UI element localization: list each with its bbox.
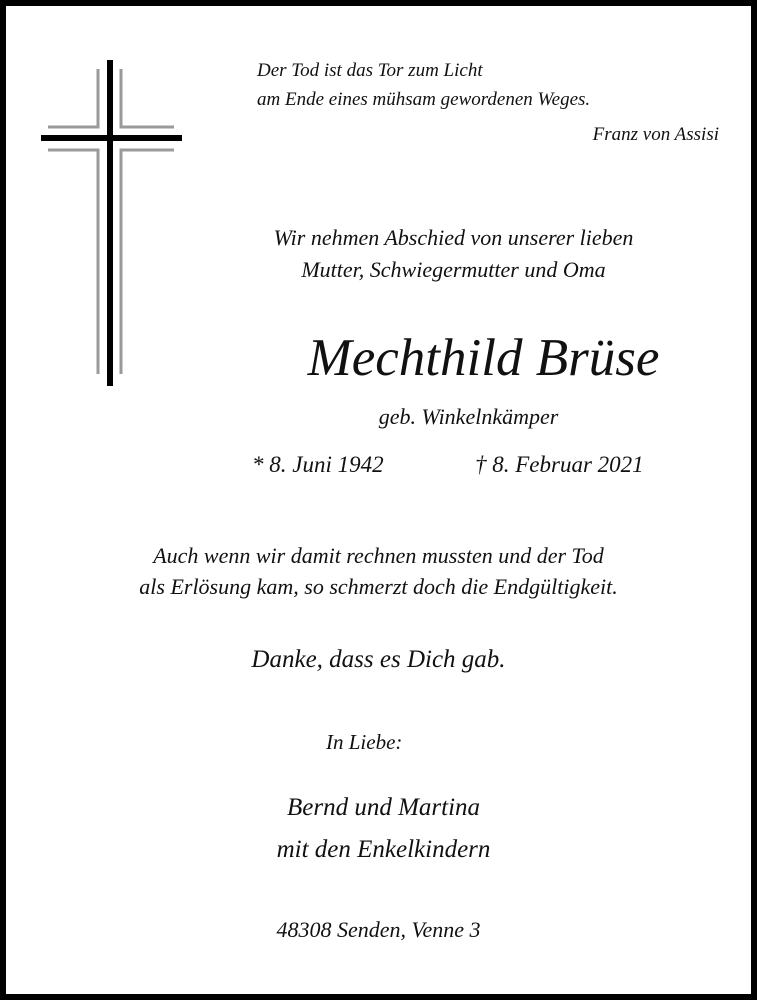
message-line-1: Auch wenn wir damit rechnen mussten und der Tod <box>153 543 604 568</box>
message <box>0 540 757 602</box>
quote-line-1: Der Tod ist das Tor zum Licht <box>257 60 483 81</box>
mourners-line-1: Bernd und Martina <box>286 794 481 821</box>
mourners <box>0 787 757 871</box>
quote <box>257 56 590 114</box>
deceased-name: Mechthild Brüse <box>307 329 660 387</box>
birth-date: * 8. Juni 1942 <box>252 452 384 477</box>
mourners-line-2: mit den Enkelkindern <box>276 836 491 863</box>
message-line-2: als Erlösung kam, so schmerzt doch die Endgültigkeit. <box>139 574 618 599</box>
death-date: † 8. Februar 2021 <box>475 452 644 477</box>
maiden-name: geb. Winkelnkämper <box>378 404 559 429</box>
address: 48308 Senden, Venne 3 <box>276 917 481 942</box>
signoff-label: In Liebe: <box>326 730 403 754</box>
intro-line-1: Wir nehmen Abschied von unserer lieben <box>273 225 634 250</box>
intro-line-2: Mutter, Schwiegermutter und Oma <box>301 257 606 282</box>
thanks-line: Danke, dass es Dich gab. <box>251 646 506 673</box>
intro-text <box>0 222 757 286</box>
quote-author: Franz von Assisi <box>592 124 719 145</box>
quote-line-2: am Ende eines mühsam gewordenen Weges. <box>257 89 591 110</box>
